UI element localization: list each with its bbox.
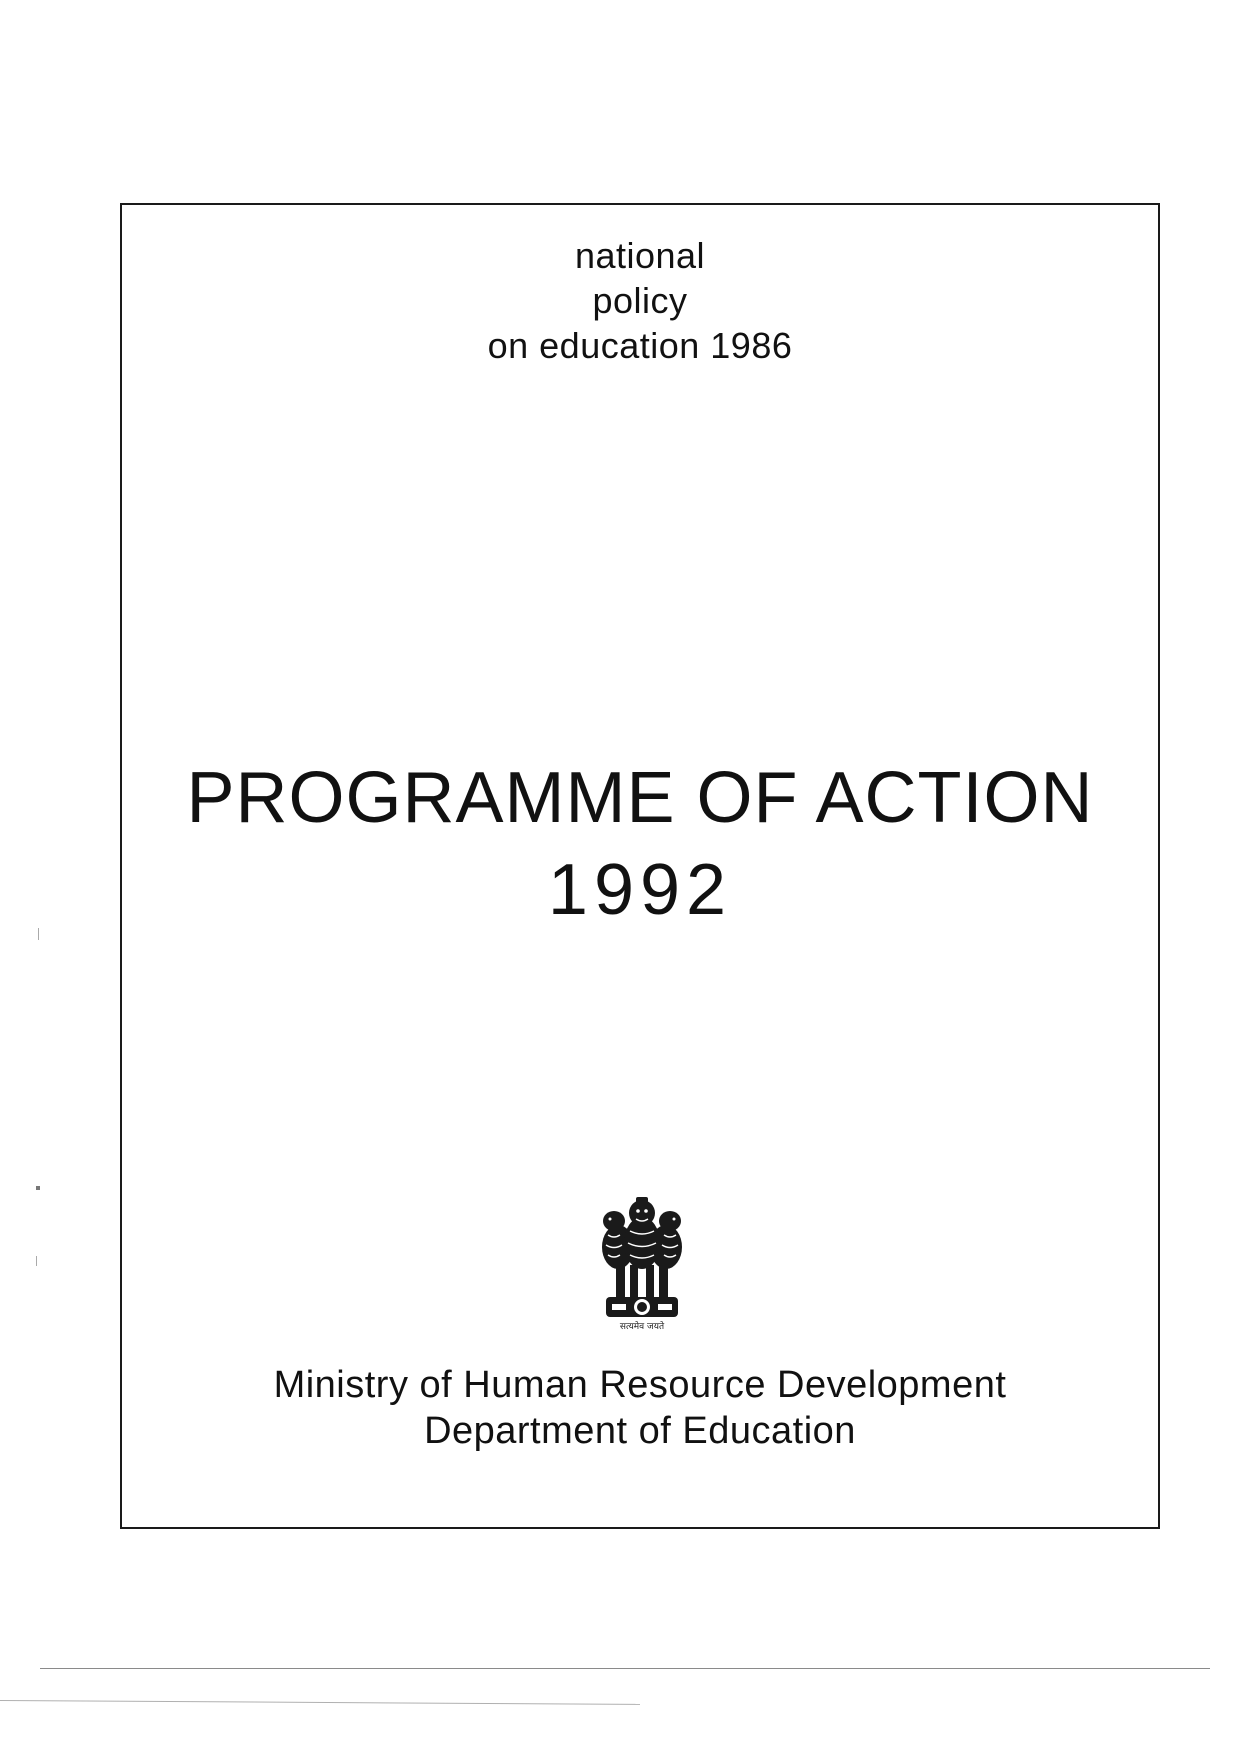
scan-speck — [36, 1256, 37, 1266]
series-heading — [122, 233, 1158, 368]
series-heading-line-1: national — [574, 235, 706, 276]
scan-speck — [36, 1186, 40, 1190]
document-year: 1992 — [547, 850, 733, 930]
scan-speck — [38, 928, 39, 940]
cover-frame — [120, 203, 1160, 1529]
scan-artifact-line — [0, 1700, 640, 1705]
document-title: PROGRAMME OF ACTION — [186, 758, 1094, 838]
state-emblem-graphic — [592, 1185, 692, 1337]
series-heading-line-2: policy — [592, 280, 688, 321]
series-heading-line-3: on education 1986 — [487, 325, 793, 366]
department-name: Department of Education — [424, 1410, 856, 1452]
emblem-motto: सत्यमेव जयते — [619, 1322, 665, 1332]
ministry-name: Ministry of Human Resource Development — [273, 1364, 1007, 1406]
issuing-authority — [122, 1362, 1158, 1454]
scan-artifact-line — [40, 1668, 1210, 1669]
state-emblem-icon — [592, 1185, 692, 1337]
